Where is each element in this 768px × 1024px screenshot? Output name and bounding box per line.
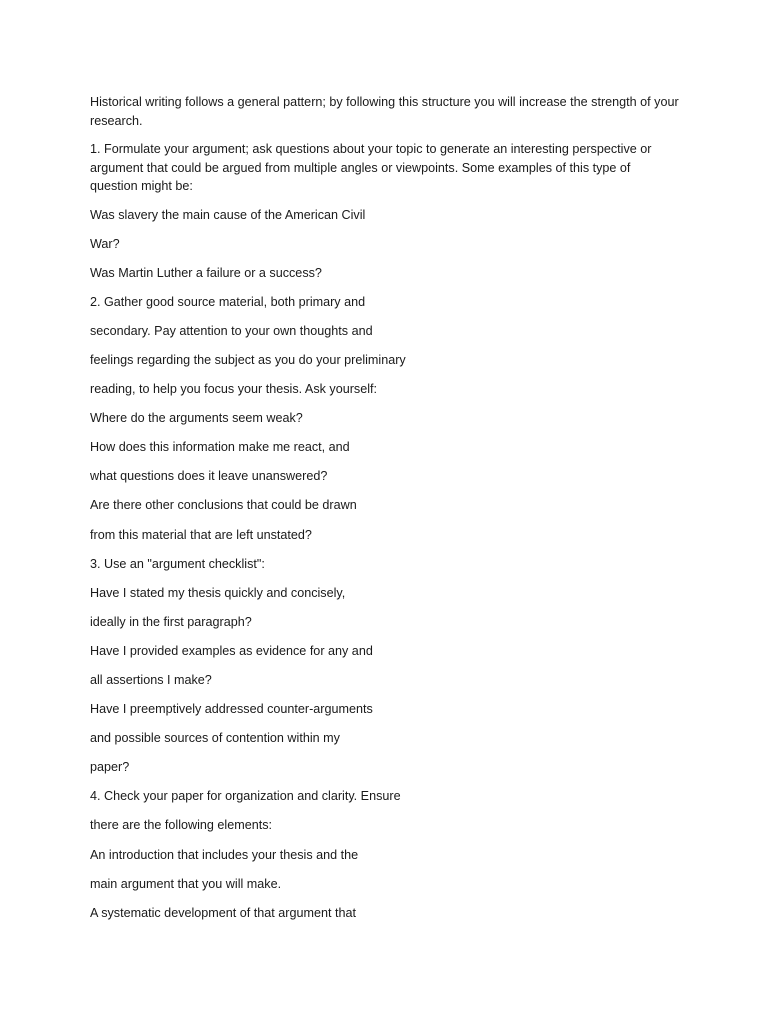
document-body (90, 93, 680, 933)
text-line: Have I stated my thesis quickly and concisely, (90, 585, 346, 600)
text-line: and possible sources of contention within my (90, 731, 340, 746)
text-line: Was slavery the main cause of the American Civil (90, 207, 366, 222)
text-line: what questions does it leave unanswered? (90, 469, 328, 484)
text-line: main argument that you will make. (90, 876, 282, 891)
text-line: ideally in the first paragraph? (90, 614, 252, 629)
text-line: reading, to help you focus your thesis. Ask yourself: (90, 382, 378, 397)
text-line: Have I preemptively addressed counter-arguments (90, 702, 373, 717)
text-line: feelings regarding the subject as you do your preliminary (90, 352, 406, 367)
text-line: secondary. Pay attention to your own thoughts and (90, 323, 373, 338)
text-line: Are there other conclusions that could be drawn (90, 498, 357, 513)
text-line: Was Martin Luther a failure or a success? (90, 265, 322, 280)
step-1-paragraph: 1. Formulate your argument; ask questions about your topic to generate an interesting perspective or argument that could be argued from multiple angles or viewpoints. Some examples of this type of question might be: (90, 142, 652, 193)
text-line: A systematic development of that argument that (90, 905, 357, 920)
text-line: 3. Use an "argument checklist": (90, 556, 265, 571)
text-line: there are the following elements: (90, 818, 273, 833)
text-line: from this material that are left unstated? (90, 527, 312, 542)
text-line: paper? (90, 760, 130, 775)
text-line: War? (90, 236, 120, 251)
text-line: all assertions I make? (90, 673, 212, 687)
text-line: 2. Gather good source material, both primary and (90, 294, 366, 309)
text-line: An introduction that includes your thesis and the (90, 847, 359, 862)
text-line: How does this information make me react, and (90, 440, 350, 455)
text-line: Have I provided examples as evidence for any and (90, 643, 373, 658)
text-line: 4. Check your paper for organization and clarity. Ensure (90, 789, 401, 804)
intro-paragraph: Historical writing follows a general pattern; by following this structure you will increase the strength of your research. (90, 95, 679, 128)
text-line: Where do the arguments seem weak? (90, 411, 303, 426)
